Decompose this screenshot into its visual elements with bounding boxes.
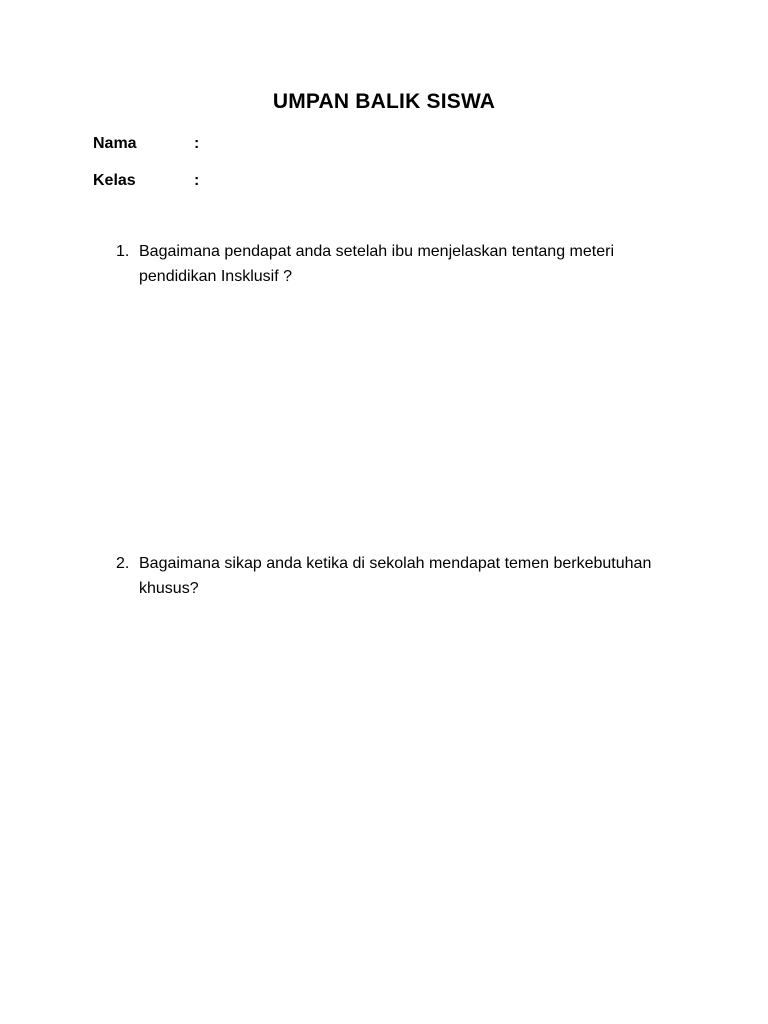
question-2: [116, 552, 686, 601]
question-number: 2.: [116, 555, 130, 572]
question-number: 1.: [116, 243, 130, 260]
question-text: Bagaimana sikap anda ketika di sekolah mendapat temen berkebutuhan khusus?: [139, 555, 652, 597]
question-text: Bagaimana pendapat anda setelah ibu menjelaskan tentang meteri pendidikan Insklusif ?: [139, 243, 614, 285]
document-title: UMPAN BALIK SISWA: [272, 90, 496, 113]
question-1: [116, 240, 686, 289]
field-label-kelas: Kelas: [93, 172, 136, 189]
field-separator: :: [194, 172, 200, 189]
field-separator: :: [194, 135, 200, 152]
field-label-nama: Nama: [93, 135, 137, 152]
